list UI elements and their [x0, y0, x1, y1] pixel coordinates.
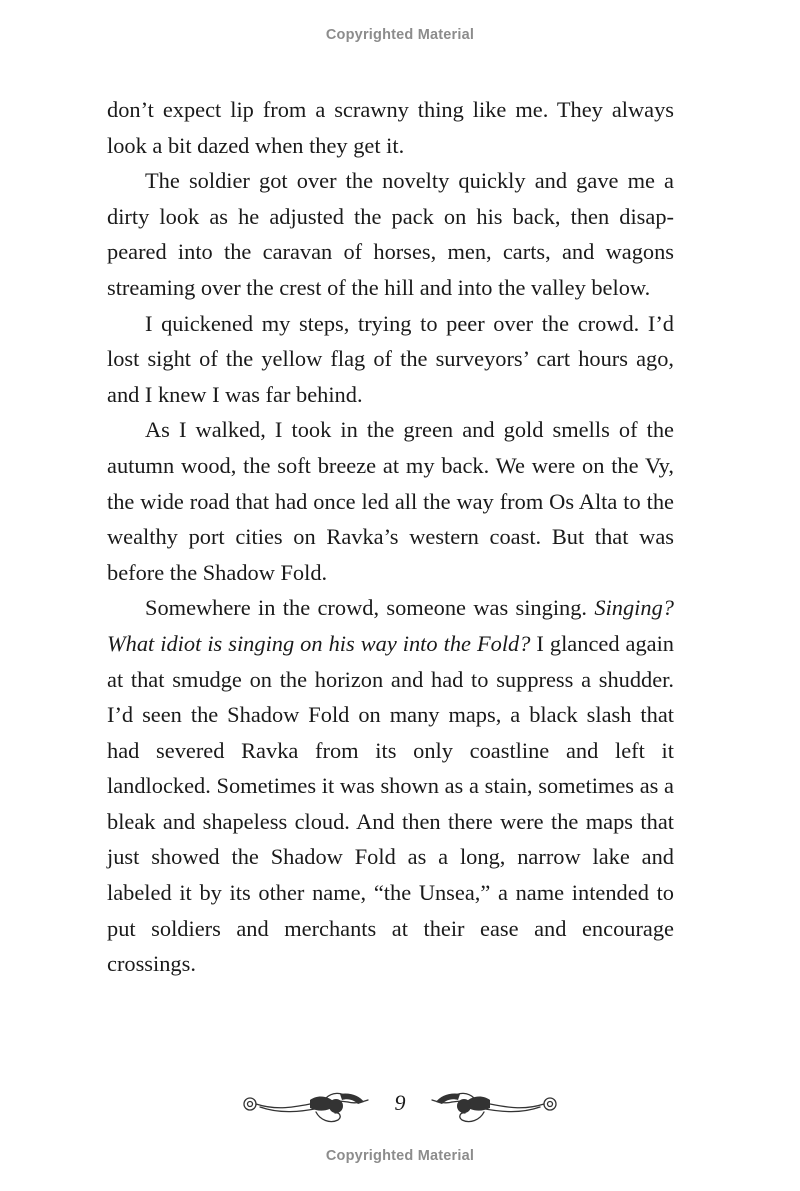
paragraph-2: The soldier got over the novelty quickly and gave me a dirty look as he adjusted the pack on his back, then disappeared into the caravan of horses, men, carts, and wagons streaming over the crest of the hill and into the valley below. [107, 168, 674, 300]
paragraph-4: As I walked, I took in the green and gold smells of the autumn wood, the soft breeze at my back. We were on the Vy, the wide road that had once led all the way from Os Alta to the wealthy port cities on Ravka’s western coast. But that was before the Shadow Fold. [107, 417, 674, 585]
copyright-notice-top: Copyrighted Material [325, 27, 475, 43]
paragraph-5-start: Somewhere in the crowd, someone was singing. [145, 595, 595, 621]
paragraph-5-end: I glanced again at that smudge on the horizon and had to suppress a shudder. I’d seen the Shadow Fold on many maps, a black slash that had severed Ravka from its only coastline and left it landlocked. Sometimes it was shown as a stain, sometimes as a bleak and shapeless cloud. And then there were the maps that just showed the Shadow Fold as a long, narrow lake and labeled it by its other name, “the Unsea,” a name intended to put soldiers and merchants at their ease and encourage crossings. [107, 630, 674, 977]
paragraph-3: I quickened my steps, trying to peer over the crowd. I’d lost sight of the yellow flag of the surveyors’ cart hours ago, and I knew I was far behind. [107, 310, 674, 407]
book-page-body [107, 92, 674, 982]
copyright-notice-bottom: Copyrighted Material [325, 1148, 475, 1164]
page-number: 9 [394, 1090, 406, 1115]
paragraph-1: don’t expect lip from a scrawny thing like me. They always look a bit dazed when they get it. [107, 97, 674, 158]
paragraph-5-italic-thought: Singing? What idiot is singing on his way into the Fold? [107, 595, 674, 656]
paragraph-5 [107, 590, 674, 982]
